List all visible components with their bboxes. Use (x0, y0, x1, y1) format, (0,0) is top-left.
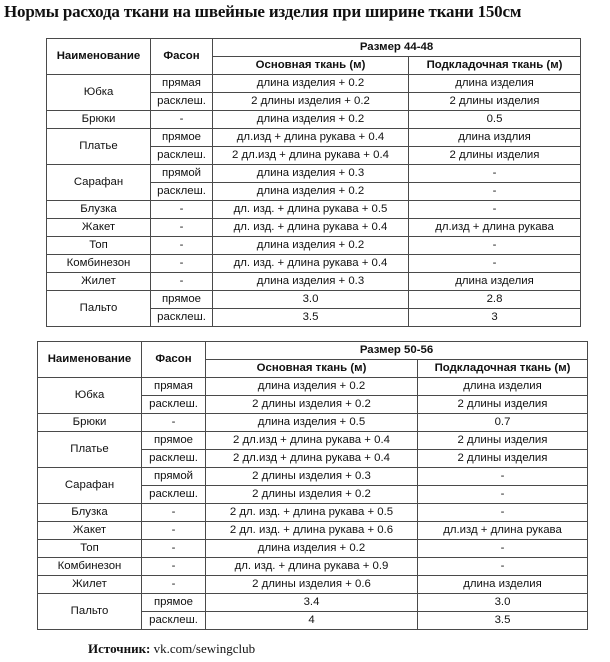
cell-style: - (142, 414, 206, 432)
header-lining-fabric: Подкладочная ткань (м) (409, 57, 581, 75)
table-row (47, 75, 581, 93)
cell-main: 2 длины изделия + 0.2 (206, 486, 418, 504)
table-row (38, 504, 588, 522)
cell-lining: 3.5 (418, 612, 588, 630)
cell-style: расклеш. (142, 396, 206, 414)
cell-main: дл. изд. + длина рукава + 0.9 (206, 558, 418, 576)
cell-main: длина изделия + 0.2 (206, 378, 418, 396)
cell-main: длина изделия + 0.3 (213, 165, 409, 183)
item-name: Топ (38, 540, 142, 558)
cell-style: - (142, 504, 206, 522)
table-row (38, 378, 588, 396)
table-body (47, 75, 581, 327)
item-name: Юбка (38, 378, 142, 414)
cell-style: расклеш. (142, 486, 206, 504)
cell-main: 2 длины изделия + 0.2 (206, 396, 418, 414)
cell-lining: - (409, 201, 581, 219)
cell-main: 2 длины изделия + 0.3 (206, 468, 418, 486)
cell-main: длина изделия + 0.2 (206, 540, 418, 558)
cell-style: прямой (151, 165, 213, 183)
cell-main: 2 дл.изд + длина рукава + 0.4 (206, 432, 418, 450)
page-title: Нормы расхода ткани на швейные изделия при ширине ткани 150см (4, 2, 522, 21)
cell-lining: - (418, 558, 588, 576)
item-name: Блузка (38, 504, 142, 522)
cell-lining: - (418, 540, 588, 558)
table-row (47, 291, 581, 309)
cell-main: длина изделия + 0.3 (213, 273, 409, 291)
header-main-fabric: Основная ткань (м) (206, 360, 418, 378)
item-name: Блузка (47, 201, 151, 219)
header-size: Размер 50-56 (206, 342, 588, 360)
table-body (38, 378, 588, 630)
cell-main: 2 дл. изд. + длина рукава + 0.6 (206, 522, 418, 540)
table-row (38, 576, 588, 594)
cell-lining: 2 длины изделия (409, 93, 581, 111)
cell-main: длина изделия + 0.5 (206, 414, 418, 432)
cell-style: расклеш. (151, 147, 213, 165)
table-row (47, 219, 581, 237)
cell-main: длина изделия + 0.2 (213, 183, 409, 201)
table-row (47, 255, 581, 273)
item-name: Жакет (47, 219, 151, 237)
item-name: Юбка (47, 75, 151, 111)
cell-style: расклеш. (142, 450, 206, 468)
cell-main: 3.5 (213, 309, 409, 327)
cell-main: длина изделия + 0.2 (213, 111, 409, 129)
cell-lining: 2 длины изделия (409, 147, 581, 165)
cell-main: 2 длины изделия + 0.2 (213, 93, 409, 111)
cell-style: расклеш. (151, 93, 213, 111)
table-row (38, 594, 588, 612)
item-name: Комбинезон (47, 255, 151, 273)
table-row (38, 414, 588, 432)
cell-main: 3.4 (206, 594, 418, 612)
cell-lining: длина издлия (409, 129, 581, 147)
cell-style: прямое (151, 129, 213, 147)
item-name: Сарафан (47, 165, 151, 201)
item-name: Жакет (38, 522, 142, 540)
cell-lining: длина изделия (418, 378, 588, 396)
cell-style: - (142, 522, 206, 540)
cell-lining: - (409, 237, 581, 255)
source-line (88, 641, 255, 657)
source-label: Источник: (88, 641, 151, 656)
cell-lining: - (418, 468, 588, 486)
cell-main: 4 (206, 612, 418, 630)
cell-lining: - (409, 183, 581, 201)
header-name: Наименование (47, 39, 151, 75)
item-name: Платье (38, 432, 142, 468)
cell-main: дл.изд + длина рукава + 0.4 (213, 129, 409, 147)
item-name: Брюки (38, 414, 142, 432)
cell-style: прямой (142, 468, 206, 486)
fabric-table-50-56 (37, 341, 588, 630)
cell-lining: длина изделия (409, 273, 581, 291)
item-name: Топ (47, 237, 151, 255)
cell-style: прямое (151, 291, 213, 309)
cell-main: дл. изд. + длина рукава + 0.4 (213, 255, 409, 273)
item-name: Брюки (47, 111, 151, 129)
table-header-row (38, 342, 588, 360)
cell-lining: 2.8 (409, 291, 581, 309)
cell-style: - (142, 576, 206, 594)
header-style: Фасон (142, 342, 206, 378)
fabric-table-44-48 (46, 38, 581, 327)
cell-main: длина изделия + 0.2 (213, 237, 409, 255)
cell-lining: дл.изд + длина рукава (418, 522, 588, 540)
cell-lining: 3.0 (418, 594, 588, 612)
header-lining-fabric: Подкладочная ткань (м) (418, 360, 588, 378)
cell-lining: - (409, 255, 581, 273)
cell-style: расклеш. (151, 183, 213, 201)
cell-style: - (151, 219, 213, 237)
table-row (47, 273, 581, 291)
cell-main: длина изделия + 0.2 (213, 75, 409, 93)
cell-style: прямое (142, 432, 206, 450)
cell-lining: длина изделия (418, 576, 588, 594)
cell-style: прямая (151, 75, 213, 93)
cell-style: расклеш. (151, 309, 213, 327)
cell-style: - (142, 540, 206, 558)
cell-main: 2 дл. изд. + длина рукава + 0.5 (206, 504, 418, 522)
item-name: Пальто (38, 594, 142, 630)
source-link[interactable]: vk.com/sewingclub (153, 641, 256, 656)
cell-style: - (151, 201, 213, 219)
cell-lining: 2 длины изделия (418, 450, 588, 468)
cell-lining: 0.5 (409, 111, 581, 129)
cell-lining: 0.7 (418, 414, 588, 432)
cell-lining: 2 длины изделия (418, 396, 588, 414)
cell-style: - (151, 255, 213, 273)
table-row (38, 540, 588, 558)
table-row (47, 237, 581, 255)
cell-style: - (151, 111, 213, 129)
table-row (47, 129, 581, 147)
cell-style: - (151, 273, 213, 291)
table-row (38, 558, 588, 576)
item-name: Жилет (47, 273, 151, 291)
header-size: Размер 44-48 (213, 39, 581, 57)
cell-style: расклеш. (142, 612, 206, 630)
cell-lining: - (409, 165, 581, 183)
table-row (38, 522, 588, 540)
header-style: Фасон (151, 39, 213, 75)
cell-style: - (151, 237, 213, 255)
item-name: Комбинезон (38, 558, 142, 576)
cell-main: дл. изд. + длина рукава + 0.5 (213, 201, 409, 219)
cell-main: 2 длины изделия + 0.6 (206, 576, 418, 594)
cell-main: 2 дл.изд + длина рукава + 0.4 (213, 147, 409, 165)
cell-lining: 2 длины изделия (418, 432, 588, 450)
cell-style: прямая (142, 378, 206, 396)
cell-lining: 3 (409, 309, 581, 327)
cell-style: - (142, 558, 206, 576)
cell-main: дл. изд. + длина рукава + 0.4 (213, 219, 409, 237)
header-main-fabric: Основная ткань (м) (213, 57, 409, 75)
cell-lining: дл.изд + длина рукава (409, 219, 581, 237)
item-name: Сарафан (38, 468, 142, 504)
cell-lining: - (418, 486, 588, 504)
cell-lining: - (418, 504, 588, 522)
table-row (47, 165, 581, 183)
table-row (38, 432, 588, 450)
table-row (38, 468, 588, 486)
table-header-row (47, 39, 581, 57)
cell-main: 2 дл.изд + длина рукава + 0.4 (206, 450, 418, 468)
item-name: Пальто (47, 291, 151, 327)
cell-lining: длина изделия (409, 75, 581, 93)
item-name: Жилет (38, 576, 142, 594)
cell-style: прямое (142, 594, 206, 612)
table-row (47, 111, 581, 129)
table-row (47, 201, 581, 219)
header-name: Наименование (38, 342, 142, 378)
item-name: Платье (47, 129, 151, 165)
cell-main: 3.0 (213, 291, 409, 309)
